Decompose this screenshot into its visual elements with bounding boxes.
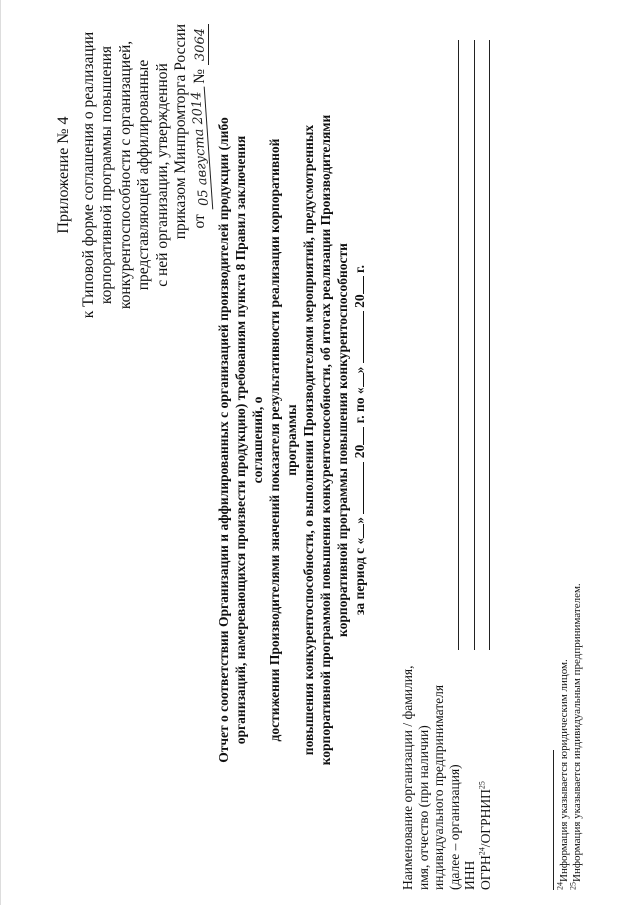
org-name-row — [400, 30, 462, 890]
annex-title: Приложение № 4 — [55, 116, 72, 234]
blank-day-2 — [351, 373, 364, 387]
inn-row — [462, 30, 478, 890]
footnote-24: $^{24}$Информация указывается юридическим лицом. — [555, 659, 570, 890]
annex-line: к Типовой форме соглашения о реализации — [79, 31, 97, 319]
ogrn-label — [478, 660, 494, 890]
handwritten-order-date: 05 августа 2014 — [188, 87, 213, 211]
annex-order-line — [188, 20, 212, 330]
blank-year-1 — [351, 427, 364, 445]
annex-line: корпоративной программы повышения — [98, 45, 115, 305]
period-prefix: за период с « — [352, 537, 367, 616]
annex-line: представляющей аффилированные — [135, 59, 152, 291]
annex-line: конкурентоспособности с организацией, — [116, 40, 134, 310]
annex-line: приказом Минпромторга России — [172, 24, 189, 240]
report-title-line: повышения конкурентоспособности, о выполнении Производителями мероприятий, предусмотренных — [301, 124, 316, 756]
blank-month-1 — [351, 462, 364, 514]
report-title-line: корпоративной программой повышения конкурентоспособности, об итогах реализации Производителями — [318, 114, 333, 766]
org-name-line[interactable] — [458, 40, 459, 650]
footnote-ref-25: 25 — [477, 781, 486, 790]
order-prefix: от — [190, 214, 208, 229]
ogrnip-text: /ОГРНИП — [477, 789, 493, 848]
footnote-25: $^{25}$Информация указывается индивидуальным предпринимателем. — [568, 583, 583, 890]
footnote-ref-24: 24 — [477, 847, 486, 856]
report-title-line: достижении Производителями значений показателя результативности реализации корпоративной программы — [267, 138, 299, 742]
annex-line: с ней организации, утвержденной — [153, 63, 171, 287]
footnotes — [555, 583, 584, 890]
period-end: г. — [352, 264, 367, 273]
period-mid: г. по « — [352, 387, 367, 424]
blank-year-2 — [351, 276, 364, 294]
blank-day-1 — [351, 524, 364, 538]
organization-fields — [400, 30, 493, 890]
period-year-1: 20 — [352, 444, 367, 459]
report-title-line: корпоративной программы повышения конкурентоспособности — [335, 243, 350, 637]
ogrn-line[interactable] — [489, 40, 490, 650]
report-title-block — [215, 105, 368, 775]
report-title-line: организаций, намеревающихся произвести продукцию) требованиям пункта 8 Правил заключения соглашений, о — [233, 135, 265, 745]
inn-line[interactable] — [474, 40, 475, 650]
ogrn-row — [478, 30, 494, 890]
period-year-2: 20 — [352, 294, 367, 308]
handwritten-order-number: 3064 — [193, 24, 209, 65]
report-period-line — [351, 105, 368, 775]
blank-month-2 — [351, 311, 364, 363]
period-quote-2: » — [352, 366, 367, 374]
inn-label: ИНН — [462, 860, 477, 890]
org-name-label: Наименование организации / фамилия, имя, отчество (при наличии) индивидуального предпринимателя (далее – организация) — [400, 665, 462, 890]
order-number-label: № — [190, 68, 208, 84]
period-quote-1: » — [352, 516, 367, 524]
report-title-line: Отчет о соответствии Организации и аффилированных с организацией производителей продукции (либо — [216, 117, 231, 763]
footnote-separator — [553, 750, 554, 890]
annex-block — [55, 20, 212, 330]
ogrn-text: ОГРН — [477, 855, 493, 890]
